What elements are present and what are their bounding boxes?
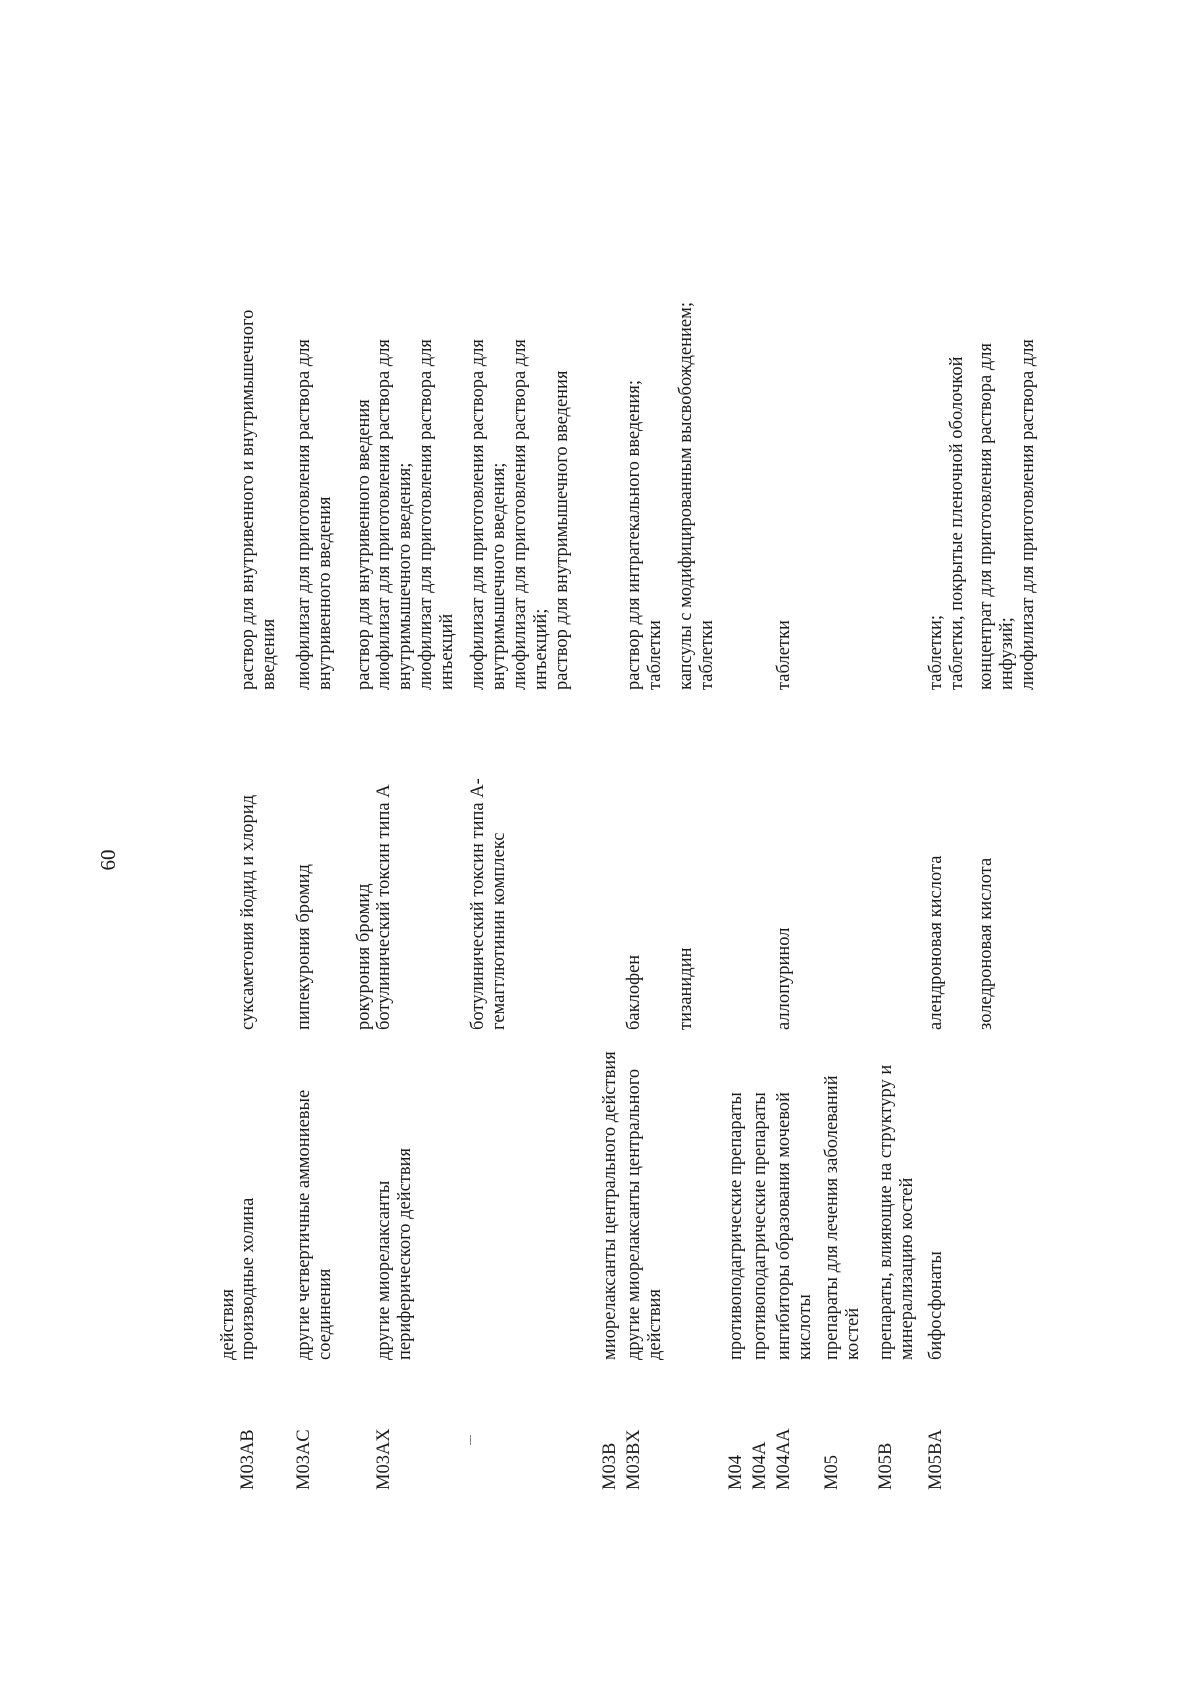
drug-name-cell: [774, 695, 795, 1030]
atc-code-cell-text: M03AC: [294, 1429, 314, 1490]
dosage-form-cell-line: лиофилизат для приготовления раствора для: [374, 339, 394, 690]
group-name-cell-line: действия: [645, 1289, 665, 1360]
drug-name-cell: [976, 695, 997, 1030]
drug-name-cell: [294, 695, 315, 1030]
dosage-form-cell-line: инъекций;: [531, 608, 551, 690]
atc-code-cell-text: M05: [822, 1455, 842, 1490]
group-name-cell-line: костей: [843, 1307, 863, 1360]
drug-name-cell-line: пипекурония бромид: [294, 864, 314, 1030]
group-name-cell: [926, 1030, 947, 1360]
group-name-cell-line: соединения: [315, 1268, 335, 1360]
drug-name-cell: [676, 695, 697, 1030]
group-name-cell-line: периферического действия: [395, 1147, 415, 1360]
dosage-form-cell: [354, 190, 375, 690]
atc-code-cell-text: M03B: [600, 1442, 620, 1490]
group-name-cell-line: действия: [218, 1289, 238, 1360]
group-name-cell-line: противоподагрические препараты: [750, 1092, 770, 1360]
dosage-form-cell-line: лиофилизат для приготовления раствора для: [416, 339, 436, 690]
drug-name-cell-line: золедроновая кислота: [976, 857, 996, 1030]
dosage-form-cell-line: таблетки: [697, 620, 717, 690]
atc-code-cell: [926, 1360, 947, 1490]
group-name-cell-line: кислоты: [795, 1294, 815, 1360]
dosage-form-cell: [976, 190, 1039, 690]
group-name-cell: [822, 1030, 864, 1360]
atc-code-cell-text: M04AA: [774, 1428, 794, 1490]
dosage-form-cell-line: внутримышечного введения;: [395, 462, 415, 690]
group-name-cell-line: ингибиторы образования мочевой: [774, 1092, 794, 1360]
dosage-form-cell-line: раствор для внутривенного введения: [354, 399, 374, 690]
drug-name-cell-line: тизанидин: [676, 947, 696, 1030]
atc-code-cell-text: M05B: [876, 1442, 896, 1490]
drug-name-cell-line: ботулинический токсин типа A: [374, 784, 394, 1030]
group-name-cell: [750, 1030, 771, 1360]
atc-code-cell-text: M03AB: [238, 1429, 258, 1490]
group-name-cell: [238, 1030, 259, 1360]
atc-code-cell: [238, 1360, 259, 1490]
rotated-page: [40, 60, 1160, 1660]
group-name-cell: [600, 1030, 621, 1360]
group-name-cell: [294, 1030, 336, 1360]
drug-name-cell: [926, 695, 947, 1030]
drug-name-cell-line: ботулинический токсин типа A-: [468, 778, 488, 1030]
drug-name-cell-line: гемагглютинин комплекс: [489, 832, 509, 1030]
group-name-cell-line: бифосфонаты: [926, 1251, 946, 1360]
group-name-cell: [726, 1030, 747, 1360]
dosage-form-cell-line: таблетки: [645, 620, 665, 690]
atc-code-cell: [600, 1360, 621, 1490]
drug-name-cell: [238, 695, 259, 1030]
dosage-form-cell-line: инфузий;: [997, 617, 1017, 690]
dosage-form-cell: [294, 190, 336, 690]
atc-code-cell: [726, 1360, 747, 1490]
group-name-cell: [374, 1030, 416, 1360]
atc-code-cell: [294, 1360, 315, 1490]
dosage-form-cell-line: инъекций: [437, 613, 457, 690]
dosage-form-cell: [926, 190, 968, 690]
dosage-form-cell-line: внутривенного введения: [315, 496, 335, 690]
atc-code-cell: [822, 1360, 843, 1490]
drug-name-cell-line: рокурония бромид: [354, 883, 374, 1030]
group-name-cell: [774, 1030, 816, 1360]
dosage-form-cell-line: введения: [259, 618, 279, 690]
drug-name-cell: [374, 695, 395, 1030]
dosage-form-cell-line: таблетки;: [926, 614, 946, 690]
group-name-cell: [876, 1030, 918, 1360]
group-name-cell-line: препараты для лечения заболеваний: [822, 1075, 842, 1360]
dosage-form-cell-line: лиофилизат для приготовления раствора для: [1018, 339, 1038, 690]
group-name-cell-line: миорелаксанты центрального действия: [600, 1051, 620, 1360]
drug-name-cell-line: баклофен: [624, 954, 644, 1030]
atc-code-cell-text: M05BA: [926, 1429, 946, 1490]
page-number: 60: [96, 849, 120, 871]
atc-code-cell-text: M03BX: [624, 1429, 644, 1490]
dosage-form-cell-line: лиофилизат для приготовления раствора для: [510, 339, 530, 690]
drug-name-cell: [354, 695, 375, 1030]
drug-name-cell-line: аллопуринол: [774, 927, 794, 1030]
scan-mark: [470, 1435, 471, 1445]
atc-code-cell: [624, 1360, 645, 1490]
group-name-cell-line: другие миорелаксанты центрального: [624, 1068, 644, 1360]
group-name-cell-line: другие четвертичные аммониевые: [294, 1089, 314, 1360]
group-name-cell-line: производные холина: [238, 1197, 258, 1360]
group-name-cell: [218, 1030, 239, 1360]
atc-code-cell-text: M04A: [750, 1441, 770, 1490]
dosage-form-cell-line: таблетки, покрытые пленочной оболочкой: [947, 356, 967, 690]
dosage-form-cell-line: таблетки: [774, 620, 794, 690]
dosage-form-cell: [374, 190, 458, 690]
dosage-form-cell-line: раствор для интратекального введения;: [624, 380, 644, 690]
atc-code-cell: [774, 1360, 795, 1490]
dosage-form-cell-line: внутримышечного введения;: [489, 462, 509, 690]
dosage-form-cell-line: концентрат для приготовления раствора для: [976, 343, 996, 690]
atc-code-cell: [876, 1360, 897, 1490]
group-name-cell-line: минерализацию костей: [897, 1177, 917, 1360]
dosage-form-cell: [624, 190, 666, 690]
group-name-cell-line: препараты, влияющие на структуру и: [876, 1064, 896, 1360]
atc-code-cell-text: M04: [726, 1455, 746, 1490]
group-name-cell-line: противоподагрические препараты: [726, 1092, 746, 1360]
drug-name-cell: [624, 695, 645, 1030]
group-name-cell-line: другие миорелаксанты: [374, 1180, 394, 1360]
atc-code-cell: [750, 1360, 771, 1490]
drug-name-cell: [468, 695, 510, 1030]
atc-code-cell-text: M03AX: [374, 1428, 394, 1490]
group-name-cell: [624, 1030, 666, 1360]
dosage-form-cell-line: лиофилизат для приготовления раствора для: [468, 339, 488, 690]
dosage-form-cell: [774, 190, 795, 690]
dosage-form-cell-line: раствор для внутривенного и внутримышечного: [238, 309, 258, 690]
dosage-form-cell-line: лиофилизат для приготовления раствора для: [294, 339, 314, 690]
dosage-form-cell: [468, 190, 573, 690]
drug-name-cell-line: суксаметония йодид и хлорид: [238, 794, 258, 1030]
dosage-form-cell-line: капсулы с модифицированным высвобождением;: [676, 302, 696, 690]
drug-name-cell-line: алендроновая кислота: [926, 855, 946, 1030]
dosage-form-cell: [676, 190, 718, 690]
dosage-form-cell: [238, 190, 280, 690]
atc-code-cell: [374, 1360, 395, 1490]
dosage-form-cell-line: раствор для внутримышечного введения: [552, 370, 572, 690]
